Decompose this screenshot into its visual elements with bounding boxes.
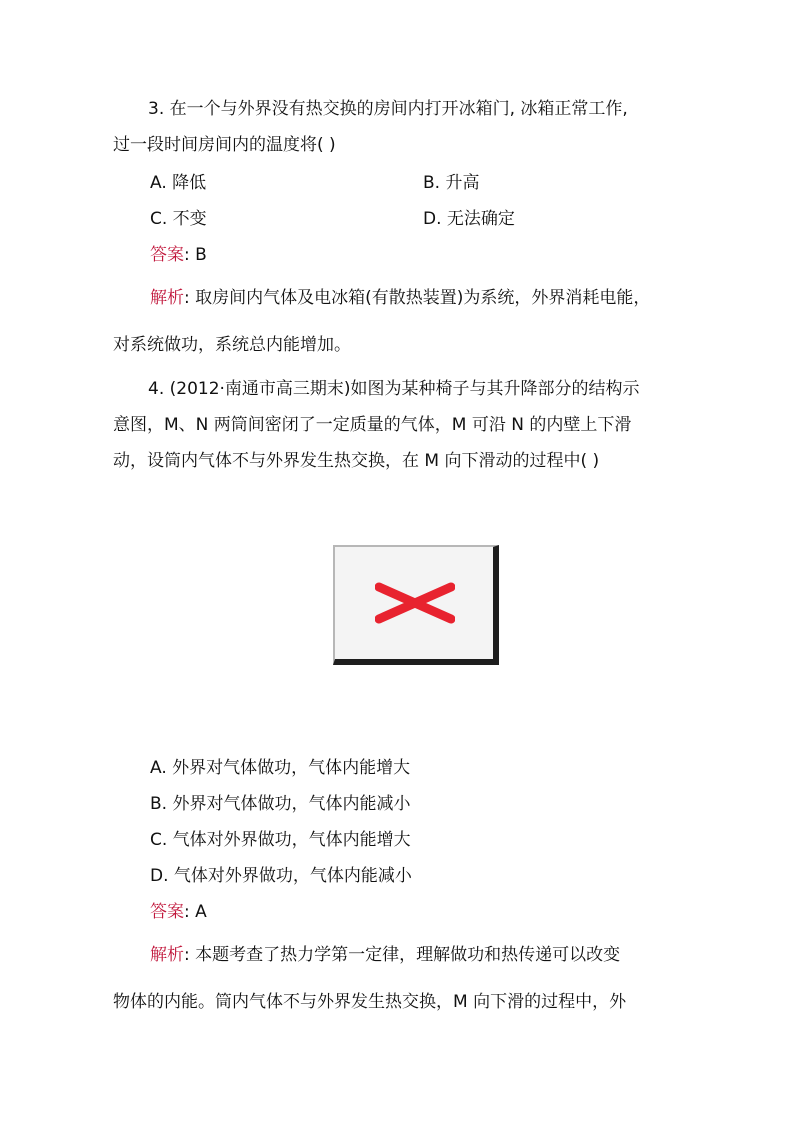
q3-stem-line-2: 过一段时间房间内的温度将( ) <box>113 135 336 155</box>
q3-option-c: C. 不变 <box>150 209 207 229</box>
q4-option-a: A. 外界对气体做功，气体内能增大 <box>150 758 411 778</box>
q3-analysis-line-1 <box>150 287 650 309</box>
q3-analysis-line-2: 对系统做功，系统总内能增加。 <box>113 335 351 355</box>
q4-answer <box>150 901 207 923</box>
analysis-label: 解析 <box>150 945 184 965</box>
q4-stem-line-2: 意图，M、N 两筒间密闭了一定质量的气体，M 可沿 N 的内壁上下滑 <box>113 415 632 435</box>
q4-option-c: C. 气体对外界做功，气体内能增大 <box>150 830 411 850</box>
q3-option-d: D. 无法确定 <box>423 209 515 229</box>
answer-value: : B <box>184 245 207 265</box>
broken-image-icon <box>375 581 455 625</box>
q4-analysis-line-1 <box>150 944 620 966</box>
q4-stem-line-3: 动，设筒内气体不与外界发生热交换，在 M 向下滑动的过程中( ) <box>113 451 600 471</box>
answer-label: 答案 <box>150 902 184 922</box>
analysis-text: : 本题考查了热力学第一定律，理解做功和热传递可以改变 <box>184 945 621 965</box>
q3-option-b: B. 升高 <box>423 173 480 193</box>
q4-option-d: D. 气体对外界做功，气体内能减小 <box>150 866 412 886</box>
q4-option-b: B. 外界对气体做功，气体内能减小 <box>150 794 411 814</box>
analysis-text: : 取房间内气体及电冰箱(有散热装置)为系统，外界消耗电能， <box>184 288 651 308</box>
q4-figure-placeholder <box>333 545 499 665</box>
q3-stem-line-1: 3. 在一个与外界没有热交换的房间内打开冰箱门, 冰箱正常工作, <box>148 99 628 119</box>
q4-analysis-line-2: 物体的内能。筒内气体不与外界发生热交换，M 向下滑的过程中，外 <box>113 992 627 1012</box>
analysis-label: 解析 <box>150 288 184 308</box>
answer-label: 答案 <box>150 245 184 265</box>
q3-answer <box>150 244 207 266</box>
q4-stem-line-1: 4. (2012·南通市高三期末)如图为某种椅子与其升降部分的结构示 <box>148 379 640 399</box>
answer-value: : A <box>184 902 207 922</box>
q3-option-a: A. 降低 <box>150 173 207 193</box>
